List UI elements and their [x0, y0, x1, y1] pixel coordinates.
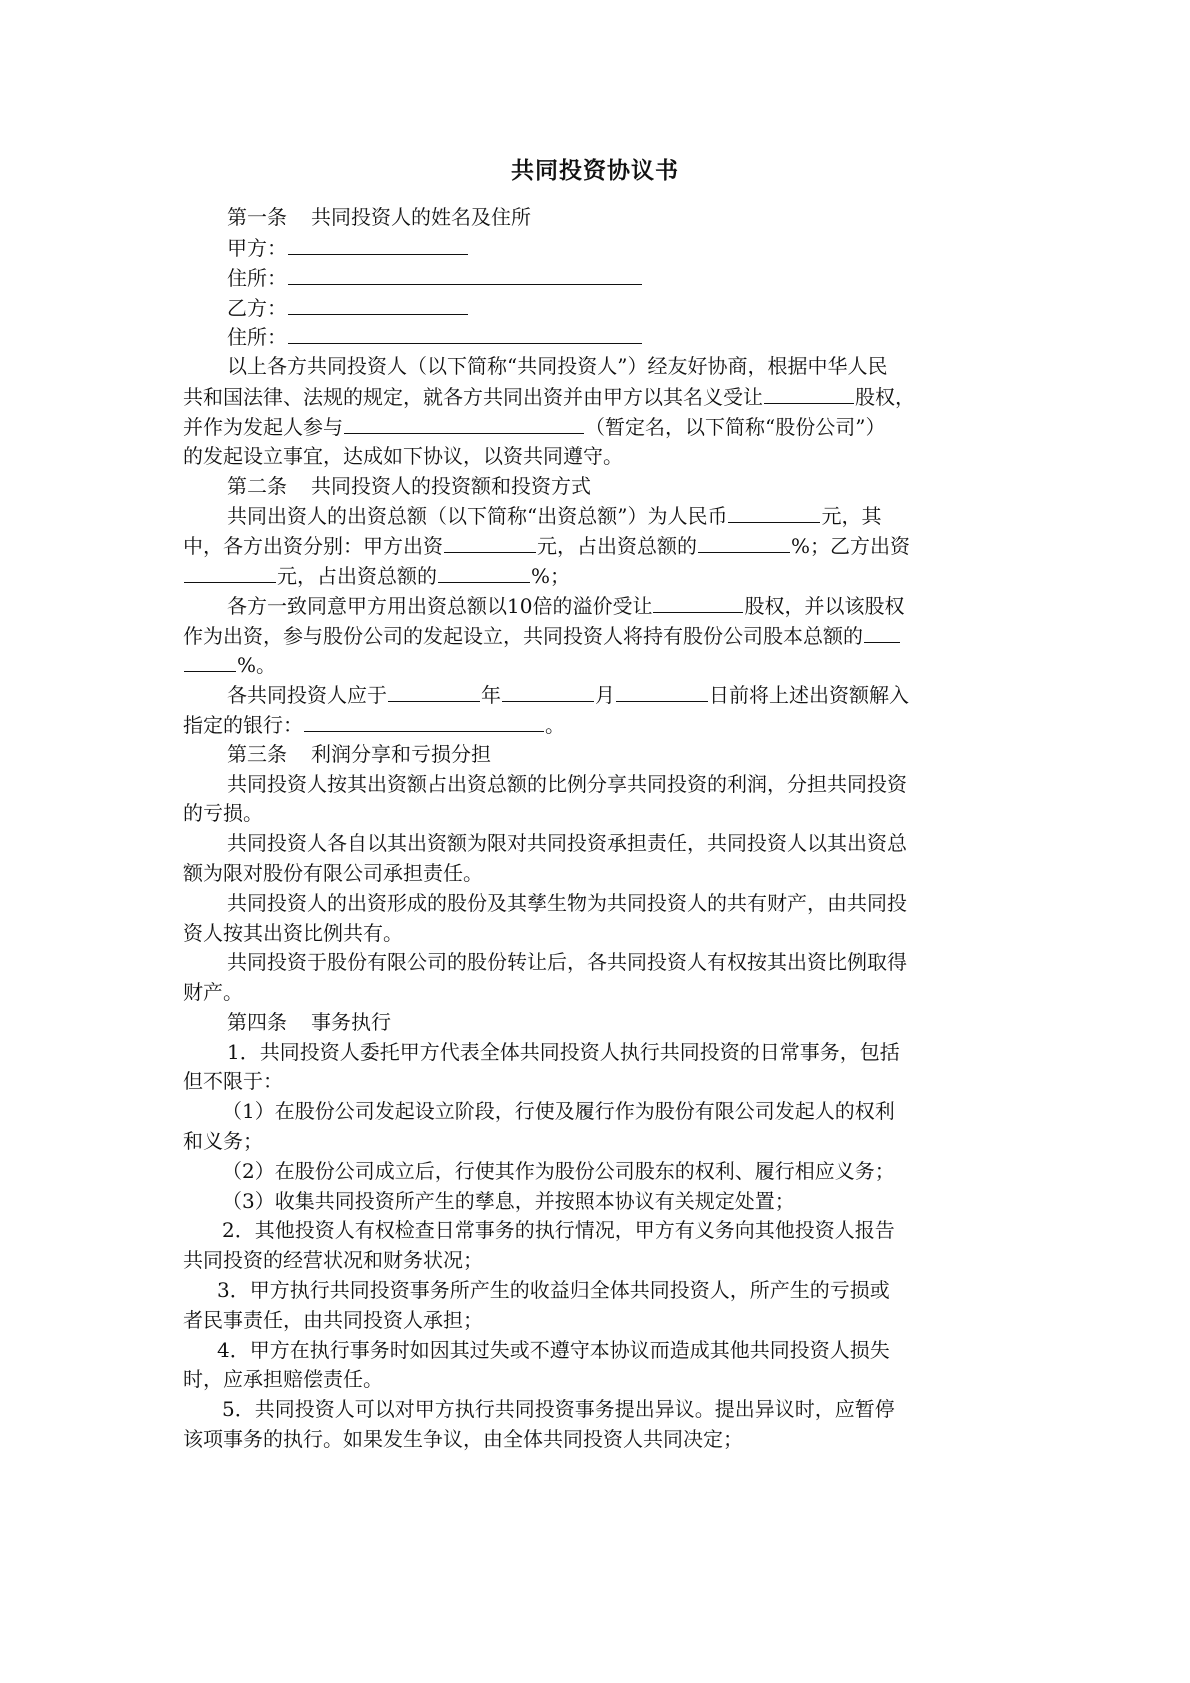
paragraph: 各共同投资人应于 年 月 日前将上述出资额解入 — [227, 679, 1057, 710]
article-3-heading: 第三条 利润分享和亏损分担 — [227, 742, 491, 766]
article-1-heading: 第一条 共同投资人的姓名及住所 — [227, 205, 531, 229]
sub-list-item: 和义务； — [183, 1129, 263, 1153]
paragraph: %。 — [183, 649, 1013, 680]
paragraph: 共和国法律、法规的规定，就各方共同出资并由甲方以其名义受让 股权， — [183, 381, 1013, 412]
address-2-line: 住所： — [227, 321, 1057, 352]
equity-2-blank[interactable] — [653, 590, 743, 613]
share-percent-blank[interactable] — [864, 620, 900, 643]
sub-list-item: （2）在股份公司成立后，行使其作为股份公司股东的权利、履行相应义务； — [222, 1159, 895, 1183]
party-a-percent-blank[interactable] — [698, 530, 790, 553]
party-b-amount-blank[interactable] — [184, 560, 276, 583]
paragraph: 指定的银行： 。 — [183, 709, 1013, 740]
list-item: 1．共同投资人委托甲方代表全体共同投资人执行共同投资的日常事务，包括 — [227, 1040, 900, 1064]
share-percent-blank-cont[interactable] — [184, 649, 236, 672]
paragraph: 的亏损。 — [183, 801, 263, 825]
address-1-line: 住所： — [227, 262, 1057, 293]
paragraph: 元，占出资总额的 %； — [183, 560, 1013, 591]
list-item: 5．共同投资人可以对甲方执行共同投资事务提出异议。提出异议时，应暂停 — [222, 1397, 895, 1421]
sub-list-item: （1）在股份公司发起设立阶段，行使及履行作为股份有限公司发起人的权利 — [222, 1099, 895, 1123]
paragraph: 共同投资人的出资形成的股份及其孳生物为共同投资人的共有财产，由共同投 — [227, 891, 907, 915]
bank-blank[interactable] — [304, 709, 544, 732]
paragraph: 作为出资，参与股份公司的发起设立，共同投资人将持有股份公司股本总额的 — [183, 620, 1013, 651]
party-a-amount-blank[interactable] — [444, 530, 536, 553]
paragraph: 以上各方共同投资人（以下简称“共同投资人”）经友好协商，根据中华人民 — [227, 354, 888, 378]
article-2-heading: 第二条 共同投资人的投资额和投资方式 — [227, 474, 591, 498]
party-b-percent-blank[interactable] — [438, 560, 530, 583]
document-title: 共同投资协议书 — [511, 157, 679, 184]
paragraph: 的发起设立事宜，达成如下协议，以资共同遵守。 — [183, 444, 623, 468]
paragraph: 并作为发起人参与 （暂定名，以下简称“股份公司”） — [183, 411, 1013, 442]
equity-blank[interactable] — [764, 381, 854, 404]
paragraph: 共同投资人按其出资额占出资总额的比例分享共同投资的利润，分担共同投资 — [227, 772, 907, 796]
paragraph: 各方一致同意甲方用出资总额以10倍的溢价受让 股权，并以该股权 — [227, 590, 1057, 621]
list-item: 2．其他投资人有权检查日常事务的执行情况，甲方有义务向其他投资人报告 — [222, 1218, 895, 1242]
paragraph: 财产。 — [183, 980, 243, 1004]
party-b-line: 乙方： — [227, 292, 1057, 323]
paragraph: 共同出资人的出资总额（以下简称“出资总额”）为人民币 元，其 — [227, 500, 1057, 531]
list-item: 者民事责任，由共同投资人承担； — [183, 1308, 483, 1332]
party-a-blank[interactable] — [288, 232, 468, 255]
party-b-blank[interactable] — [288, 292, 468, 315]
paragraph: 共同投资人各自以其出资额为限对共同投资承担责任，共同投资人以其出资总 — [227, 831, 907, 855]
paragraph: 共同投资于股份有限公司的股份转让后，各共同投资人有权按其出资比例取得 — [227, 950, 907, 974]
total-amount-blank[interactable] — [728, 500, 820, 523]
party-a-line: 甲方： — [227, 232, 1057, 263]
list-item: 但不限于： — [183, 1069, 283, 1093]
list-item: 3．甲方执行共同投资事务所产生的收益归全体共同投资人，所产生的亏损或 — [217, 1278, 890, 1302]
year-blank[interactable] — [388, 679, 480, 702]
paragraph: 资人按其出资比例共有。 — [183, 921, 403, 945]
list-item: 该项事务的执行。如果发生争议，由全体共同投资人共同决定； — [183, 1427, 743, 1451]
list-item: 时，应承担赔偿责任。 — [183, 1367, 383, 1391]
day-blank[interactable] — [616, 679, 708, 702]
paragraph: 中，各方出资分别：甲方出资 元，占出资总额的 %；乙方出资 — [183, 530, 1013, 561]
sub-list-item: （3）收集共同投资所产生的孳息，并按照本协议有关规定处置； — [222, 1189, 795, 1213]
company-name-blank[interactable] — [344, 411, 584, 434]
article-4-heading: 第四条 事务执行 — [227, 1010, 391, 1034]
month-blank[interactable] — [502, 679, 594, 702]
paragraph: 额为限对股份有限公司承担责任。 — [183, 861, 483, 885]
list-item: 4．甲方在执行事务时如因其过失或不遵守本协议而造成其他共同投资人损失 — [217, 1338, 890, 1362]
list-item: 共同投资的经营状况和财务状况； — [183, 1248, 483, 1272]
address-2-blank[interactable] — [288, 321, 642, 344]
address-1-blank[interactable] — [288, 262, 642, 285]
